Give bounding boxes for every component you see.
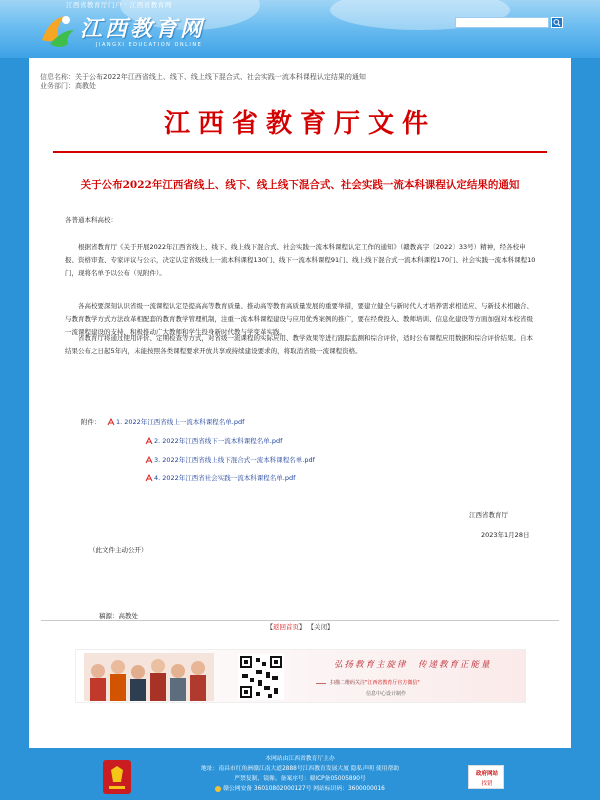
attachment-link[interactable] bbox=[145, 455, 315, 464]
source-value: 高教处 bbox=[118, 612, 138, 620]
salutation: 各普通本科高校： bbox=[65, 216, 117, 224]
attachments-label: 附件： bbox=[81, 418, 101, 426]
gov-badge-subtitle: 找错 bbox=[481, 781, 493, 787]
banner-credit: 信息中心设计制作 bbox=[366, 691, 407, 697]
logo-title: 江西教育网 bbox=[80, 16, 206, 42]
header-top-links[interactable]: 江西省教育厅门户 · 江西省教育网 bbox=[66, 1, 172, 9]
bracket: 【 bbox=[307, 623, 315, 631]
paragraph: 各高校要深刻认识省级一流课程认定是提高高等教育质量、推动高等教育高质量发展的重要举措，要建立健全与新时代人才培养需求相适应、与新技术相融合、与教育教学方式方法改革相配套的教育教学管理机制，注重一流本科课程建设与应用优秀案例的推广，要在经费投入、教师培训、信息化建设等方面加强对本校省级一流课程建设的支持，积极推动广大教师和学生投身新时代教与学变革实践。 bbox=[65, 302, 533, 336]
document-header: 江西省教育厅文件 bbox=[163, 109, 436, 139]
scan-account: "江西省教育厅官方微信" bbox=[365, 680, 420, 686]
gov-badge-title: 政府网站 bbox=[475, 771, 498, 777]
footer-line[interactable] bbox=[0, 784, 600, 794]
qr-code-icon bbox=[238, 654, 284, 700]
search-icon bbox=[552, 18, 562, 27]
article-actions bbox=[29, 622, 571, 631]
banner-slogan: 弘扬教育主旋律 传递教育正能量 bbox=[334, 660, 492, 670]
footer-info bbox=[0, 754, 600, 794]
search-box bbox=[455, 17, 563, 28]
attachment-label: 3. 2022年江西省线上线下混合式一流本科课程名单.pdf bbox=[154, 456, 315, 464]
attachment-link[interactable] bbox=[145, 436, 282, 445]
search-input[interactable] bbox=[455, 17, 549, 28]
meta-dept-value: 高教处 bbox=[75, 82, 96, 90]
site-logo[interactable] bbox=[36, 6, 266, 54]
source-divider bbox=[41, 620, 559, 621]
article-meta bbox=[40, 73, 366, 91]
attachment-label: 1. 2022年江西省线上一流本科课程名单.pdf bbox=[116, 418, 245, 426]
meta-title-label: 信息名称： bbox=[40, 73, 75, 81]
attachment-label: 2. 2022年江西省线下一流本科课程名单.pdf bbox=[154, 437, 283, 445]
site-footer bbox=[0, 748, 600, 800]
pdf-icon bbox=[107, 418, 115, 426]
meta-title-value: 关于公布2022年江西省线上、线下、线上线下混合式、社会实践一流本科课程认定结果的通知 bbox=[75, 73, 366, 81]
attachment-label: 4. 2022年江西省社会实践一流本科课程名单.pdf bbox=[154, 474, 296, 482]
signing-organization: 江西省教育厅 bbox=[469, 511, 508, 519]
back-home-link[interactable]: 返回首页 bbox=[272, 623, 299, 631]
paragraph: 省教育厅将通过使用评价、定期检查等方式，对省级一流课程的实际应用、教学效果等进行跟踪监测和综合评价，适时公布课程应用数据和综合评价结果。自本结果公布之日起5年内，未能按照各类课程要求开放共享或持续建设要求的，将取消省级一流课程资格。 bbox=[65, 334, 533, 355]
police-badge-icon bbox=[215, 786, 221, 792]
bracket: 】 bbox=[298, 623, 306, 631]
article-card bbox=[29, 58, 571, 748]
signing-date: 2023年1月28日 bbox=[481, 531, 530, 539]
meta-dept-label: 业务部门： bbox=[40, 82, 75, 90]
site-header bbox=[0, 0, 600, 58]
scan-prefix: 扫描二维码关注 bbox=[330, 680, 366, 686]
logo-subtitle: JIANGXI EDUCATION ONLINE bbox=[96, 42, 203, 48]
article-source bbox=[99, 611, 138, 620]
paragraph: 根据省教育厅《关于开展2022年江西省线上、线下、线上线下混合式、社会实践一流本科课程认定工作的通知》（赣教高字〔2022〕33号）精神，经各校申报、资格审查、专家评议与公示，决定认定省级线上一流本科课程130门、线下一流本科课程91门、线上线下混合式一流本科课程170门、社会实践一流本科课程10门，现将名单予以公布（见附件）。 bbox=[65, 243, 536, 277]
bracket: 【 bbox=[266, 623, 273, 631]
footer-line: 本网站由江西省教育厅主办 bbox=[265, 756, 335, 762]
bracket: 】 bbox=[327, 623, 334, 631]
document-title: 关于公布2022年江西省线上、线下、线上线下混合式、社会实践一流本科课程认定结果的通知 bbox=[80, 179, 520, 191]
people-photo-icon bbox=[84, 653, 214, 701]
wechat-banner[interactable] bbox=[75, 649, 526, 703]
attachment-link[interactable] bbox=[145, 473, 295, 482]
gov-website-error-badge[interactable] bbox=[468, 765, 504, 789]
banner-scan-text bbox=[330, 679, 420, 686]
footer-line[interactable]: 严禁复制、镜像。备案序号：赣ICP备05005890号 bbox=[234, 776, 366, 782]
source-label: 稿源： bbox=[99, 612, 119, 620]
attachment-link[interactable] bbox=[107, 417, 244, 426]
pdf-icon bbox=[145, 474, 153, 482]
footer-line[interactable]: 地址：南昌市红角洲赣江南大道2888号江西教育发展大厦 隐私声明 使用帮助 bbox=[200, 766, 400, 772]
public-note: （此文件主动公开） bbox=[89, 546, 148, 554]
pdf-icon bbox=[145, 456, 153, 464]
logo-mark-icon bbox=[36, 10, 78, 50]
footer-line-text: 赣公网安备 36010802000127号 网站标识码：3600000016 bbox=[223, 786, 385, 792]
close-link[interactable]: 关闭 bbox=[314, 623, 328, 631]
pdf-icon bbox=[145, 437, 153, 445]
header-divider bbox=[53, 151, 547, 153]
search-button[interactable] bbox=[551, 17, 563, 28]
banner-pointer bbox=[316, 683, 326, 684]
